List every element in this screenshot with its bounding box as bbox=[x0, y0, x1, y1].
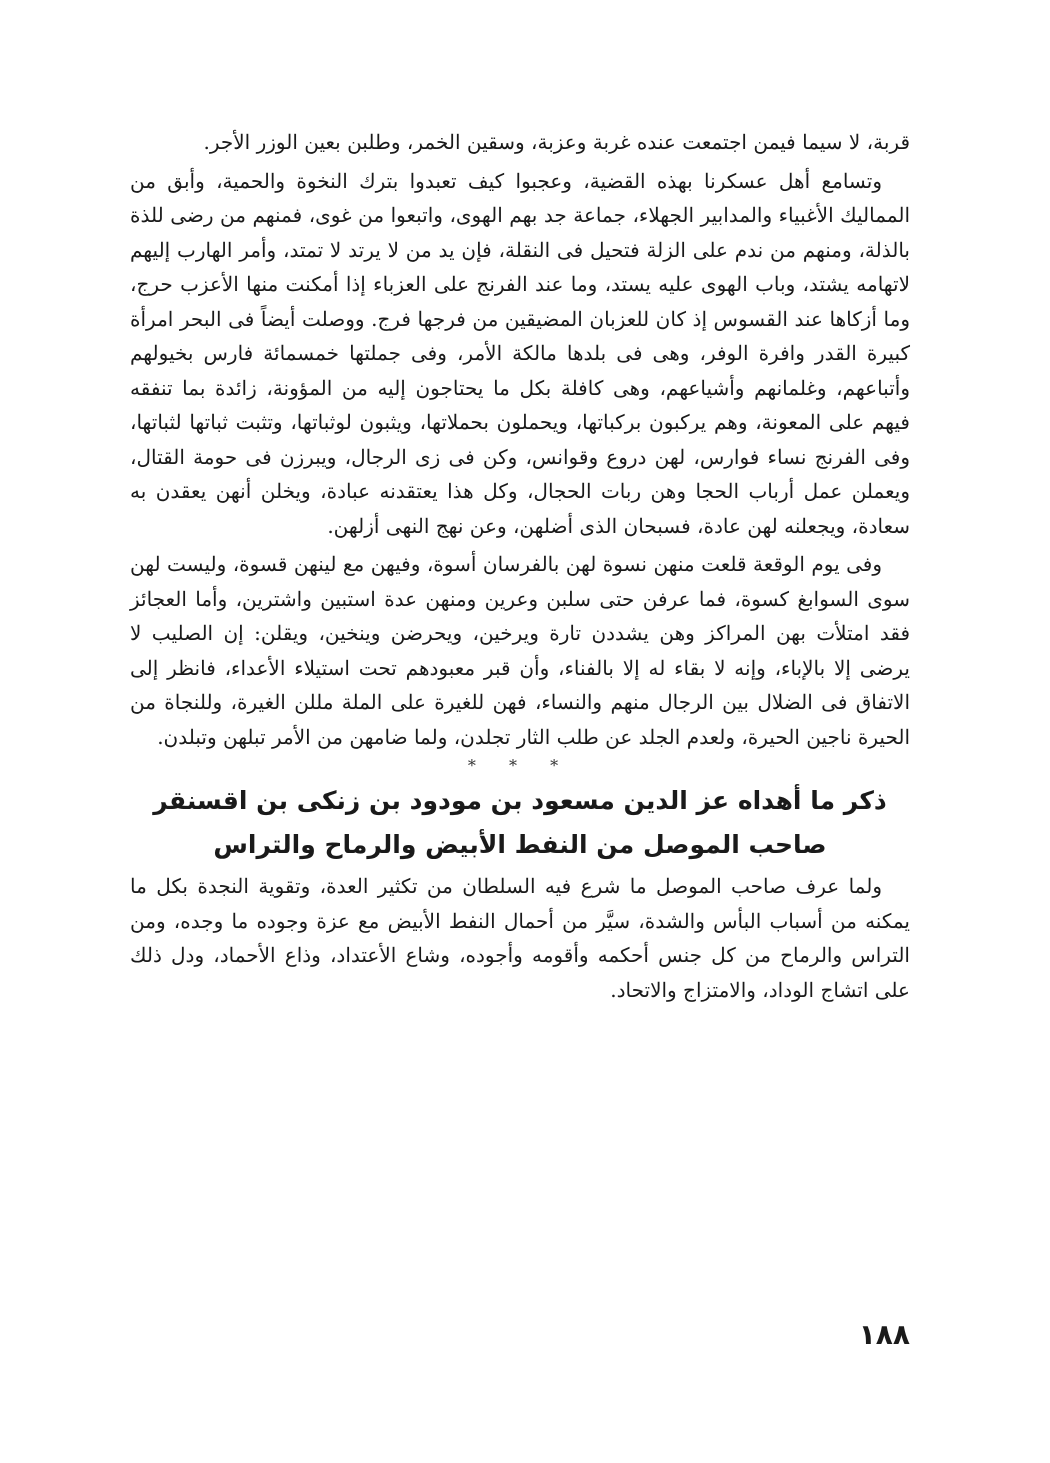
paragraph-2: وتسامع أهل عسكرنا بهذه القضية، وعجبوا كيف تعبدوا بترك النخوة والحمية، وأبق من المماليك الأغبياء والمدابير الجهلاء، جماعة جد بهم الهوى، واتبعوا من غوى، فمنهم من رضى للذة بالذلة، ومنهم من ندم على الزلة فتحيل فى النقلة، فإن يد من لا يرتد لا تمتد، وأمر الهارب إليهم لاتهامه يشتد، وباب الهوى عليه يستد، وما عند الفرنج على العزباء إذا أمكنت منها الأعزب حرج، وما أزكاها عند القسوس إذ كان للعزبان المضيقين من فرجها فرج. ووصلت أيضاً فى البحر امرأة كبيرة القدر وافرة الوفر، وهى فى بلدها مالكة الأمر، وفى جملتها خمسمائة فارس بخيولهم وأتباعهم، وغلمانهم وأشياعهم، وهى كافلة بكل ما يحتاجون إليه من المؤونة، زائدة بما تنفقه فيهم على المعونة، وهم يركبون بركباتها، ويحملون بحملاتها، ويثبون لوثباتها، وتثبت ثباتها لثباتها، وفى الفرنج نساء فوارس، لهن دروع وقوانس، وكن فى زى الرجال، ويبرزن فى حومة القتال، ويعملن عمل أرباب الحجا وهن ربات الحجال، وكل هذا يعتقدنه عبادة، ويخلن أنهن يعقدن به سعادة، ويجعلنه لهن عادة، فسبحان الذى أضلهن، وعن نهج النهى أزلهن. bbox=[130, 168, 911, 538]
section-heading-line-1: ذكر ما أهداه عز الدين مسعود بن مودود بن زنكى بن اقسنقر bbox=[153, 786, 887, 815]
section-heading bbox=[130, 781, 910, 865]
page-body bbox=[130, 125, 910, 1007]
section-paragraph: ولما عرف صاحب الموصل ما شرع فيه السلطان من تكثير العدة، وتقوية النجدة بكل ما يمكنه من أسباب البأس والشدة، سيَّر من أحمال النفط الأبيض مع عزة وجوده ما وجده، ومن التراس والرماح من كل جنس أحكمه وأقومه وأجوده، وشاع الأعتداد، وذاع الأحماد، ودل ذلك على اتشاج الوداد، والامتزاج والاتحاد. bbox=[130, 874, 910, 1002]
section-heading-line-2: صاحب الموصل من النفط الأبيض والرماح والتراس bbox=[213, 830, 827, 859]
paragraph-1: قربة، لا سيما فيمن اجتمعت عنده غربة وعزبة، وسقين الخمر، وطلبن بعين الوزر الأجر. bbox=[203, 130, 910, 154]
paragraph-3: وفى يوم الوقعة قلعت منهن نسوة لهن بالفرسان أسوة، وفيهن مع لينهن قسوة، وليست لهن سوى السوابغ كسوة، فما عرفن حتى سلبن وعرين ومنهن عدة استبين واشترين، وأما العجائز فقد امتلأت بهن المراكز وهن يشددن تارة ويرخين، ويحرضن وينخين، ويقلن: إن الصليب لا يرضى إلا بالإباء، وإنه لا بقاء له إلا بالفناء، وأن قبر معبودهم تحت استيلاء الأعداء، فانظر إلى الاتفاق فى الضلال بين الرجال منهم والنساء، فهن للغيرة على الملة مللن الغيرة، وللنجاة من الحيرة ناجين الحيرة، ولعدم الجلد عن طلب الثار تجلدن، ولما ضامهن من الأمر تبلهن وتبلدن. bbox=[130, 552, 910, 749]
section-separator: * * * bbox=[467, 756, 573, 775]
page-number: ١٨٨ bbox=[858, 1318, 910, 1351]
